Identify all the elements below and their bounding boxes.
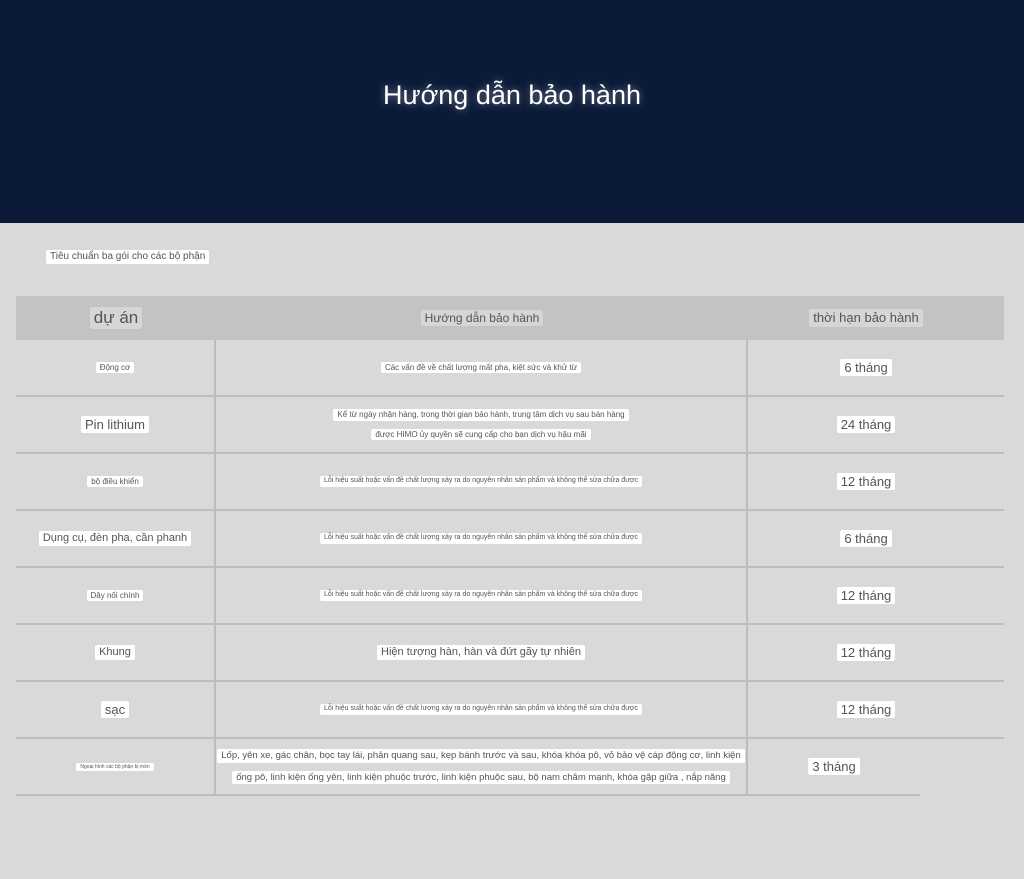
guide-text: Lỗi hiệu suất hoặc vấn đề chất lượng xảy ra do nguyên nhân sản phẩm và không thể sửa chữa được <box>320 476 642 486</box>
item-cell <box>16 340 216 395</box>
table-row <box>16 568 1004 625</box>
header-cell-item <box>16 296 216 340</box>
period-label: 12 tháng <box>837 587 896 605</box>
guide-cell <box>216 454 748 509</box>
table-row <box>16 682 1004 739</box>
item-cell <box>16 397 216 452</box>
header-cell-period <box>748 296 984 340</box>
table-row <box>16 397 1004 454</box>
guide-cell <box>216 739 748 794</box>
guide-text: được HIMO ủy quyền sẽ cung cấp cho bạn dịch vụ hậu mãi <box>371 429 590 441</box>
subtitle-label: Tiêu chuẩn ba gói cho các bộ phận <box>46 250 209 264</box>
period-label: 6 tháng <box>840 359 891 377</box>
header-label: thời hạn bảo hành <box>809 309 922 327</box>
period-cell <box>748 568 984 623</box>
period-cell <box>748 739 920 794</box>
table-header <box>16 296 1004 340</box>
period-label: 3 tháng <box>808 758 859 776</box>
table-row <box>16 625 1004 682</box>
item-label: bộ điều khiển <box>87 476 143 488</box>
item-cell <box>16 511 216 566</box>
page-title: Hướng dẫn bảo hành <box>383 80 641 110</box>
period-cell <box>748 340 984 395</box>
period-cell <box>748 397 984 452</box>
period-label: 12 tháng <box>837 644 896 662</box>
guide-cell <box>216 397 748 452</box>
period-label: 12 tháng <box>837 701 896 719</box>
table-row <box>16 340 1004 397</box>
subtitle <box>46 250 209 264</box>
warranty-table <box>16 296 1004 796</box>
item-label: Động cơ <box>96 362 135 374</box>
period-label: 24 tháng <box>837 416 896 434</box>
header-label: dự án <box>90 307 142 329</box>
period-cell <box>748 454 984 509</box>
guide-cell <box>216 682 748 737</box>
period-cell <box>748 682 984 737</box>
item-label: Dụng cụ, đèn pha, cần phanh <box>39 531 191 546</box>
item-label: Khung <box>95 645 135 660</box>
table-row <box>16 739 920 796</box>
item-label: Dây nối chính <box>87 590 144 602</box>
item-cell <box>16 625 216 680</box>
guide-cell <box>216 568 748 623</box>
item-cell <box>16 454 216 509</box>
item-cell <box>16 568 216 623</box>
period-cell <box>748 625 984 680</box>
header-cell-guide <box>216 296 748 340</box>
header-banner <box>0 0 1024 223</box>
table-row <box>16 511 1004 568</box>
header-label: Hướng dẫn bảo hành <box>421 310 544 326</box>
guide-text: Hiện tượng hàn, hàn và đứt gãy tự nhiên <box>377 645 585 660</box>
guide-text: Lỗi hiệu suất hoặc vấn đề chất lượng xảy ra do nguyên nhân sản phẩm và không thể sửa chữa được <box>320 533 642 543</box>
guide-text: Lốp, yên xe, gác chân, bọc tay lái, phản quang sau, kẹp bánh trước và sau, khóa khóa pô, vỏ bảo vệ cáp động cơ, linh kiện <box>217 749 745 762</box>
guide-text: Lỗi hiệu suất hoặc vấn đề chất lượng xảy ra do nguyên nhân sản phẩm và không thể sửa chữa được <box>320 704 642 714</box>
item-label: sạc <box>101 701 129 719</box>
period-cell <box>748 511 984 566</box>
table-row <box>16 454 1004 511</box>
period-label: 12 tháng <box>837 473 896 491</box>
guide-text: Kể từ ngày nhận hàng, trong thời gian bảo hành, trung tâm dịch vụ sau bán hàng <box>333 409 628 421</box>
guide-cell <box>216 625 748 680</box>
item-cell <box>16 682 216 737</box>
item-cell <box>16 739 216 794</box>
guide-cell <box>216 511 748 566</box>
guide-text: ống pô, linh kiện ống yên, linh kiện phuộc trước, linh kiện phuộc sau, bộ nam châm mạnh, khóa gập giữa , nắp năng <box>232 771 730 784</box>
guide-cell <box>216 340 748 395</box>
item-label: Pin lithium <box>81 416 149 434</box>
item-label: Ngoại hình các bộ phận bị mòn <box>76 763 153 771</box>
guide-text: Lỗi hiệu suất hoặc vấn đề chất lượng xảy ra do nguyên nhân sản phẩm và không thể sửa chữa được <box>320 590 642 600</box>
guide-text: Các vấn đề về chất lượng mất pha, kiệt sức và khử từ <box>381 362 581 374</box>
period-label: 6 tháng <box>840 530 891 548</box>
